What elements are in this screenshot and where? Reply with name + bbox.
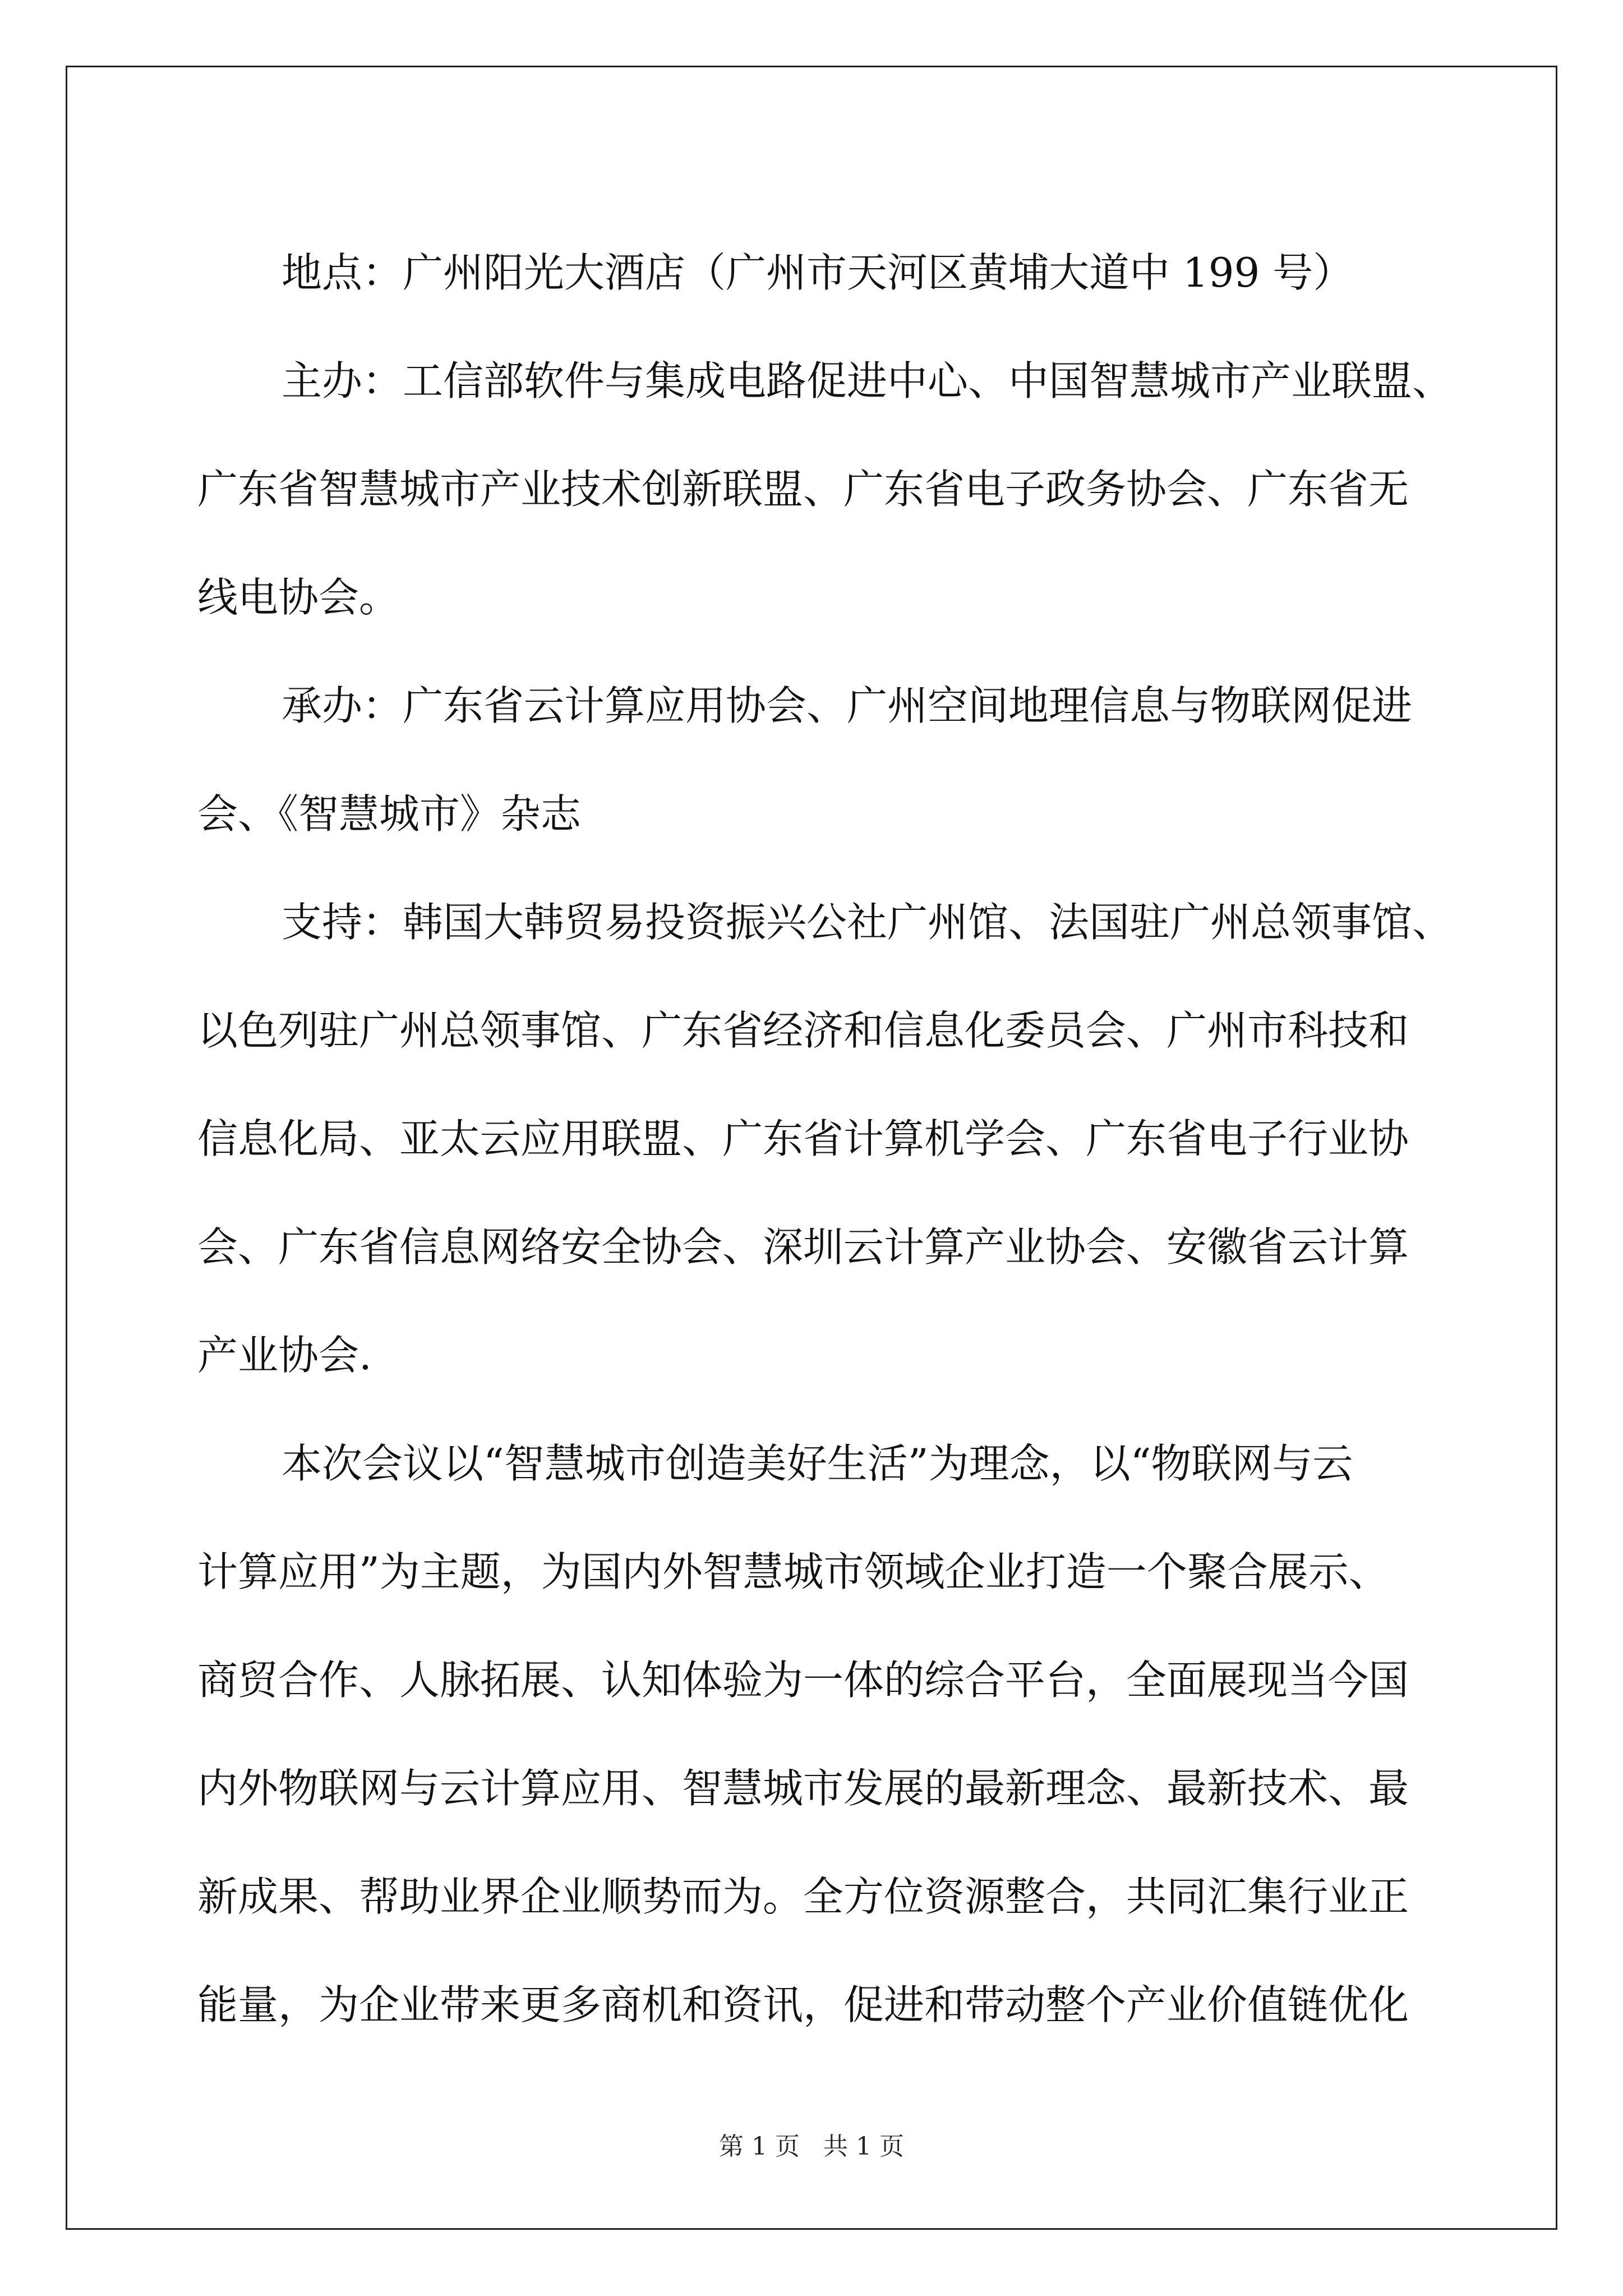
paragraph-line: 主办：工信部软件与集成电路促进中心、中国智慧城市产业联盟、 — [282, 357, 1453, 404]
paragraph-co-organizers — [197, 652, 1426, 868]
paragraph-line: 以色列驻广州总领事馆、广东省经济和信息化委员会、广州市科技和 — [197, 1007, 1409, 1054]
paragraph-line: 新成果、帮助业界企业顺势而为。全方位资源整合，共同汇集行业正 — [197, 1873, 1409, 1920]
paragraph-conference-description — [197, 1410, 1426, 2059]
paragraph-organizers — [197, 327, 1453, 652]
paragraph-line: 承办：广东省云计算应用协会、广州空间地理信息与物联网促进 — [282, 682, 1413, 729]
paragraph-line: 计算应用”为主题，为国内外智慧城市领域企业打造一个聚合展示、 — [197, 1548, 1389, 1595]
paragraph-line: 会、《智慧城市》杂志 — [197, 790, 582, 838]
page-total: 共 1 页 — [823, 2132, 904, 2161]
paragraph-line: 会、广东省信息网络安全协会、深圳云计算产业协会、安徽省云计算 — [197, 1223, 1409, 1271]
paragraph-location — [197, 219, 1426, 327]
paragraph-line: 能量，为企业带来更多商机和资讯，促进和带动整个产业价值链优化 — [197, 1981, 1409, 2028]
paragraph-line: 地点：广州阳光大酒店（广州市天河区黄埔大道中 199 号） — [282, 249, 1354, 296]
paragraph-line: 内外物联网与云计算应用、智慧城市发展的最新理念、最新技术、最 — [197, 1765, 1409, 1812]
paragraph-line: 本次会议以“智慧城市创造美好生活”为理念，以“物联网与云 — [282, 1440, 1353, 1487]
paragraph-line: 信息化局、亚太云应用联盟、广东省计算机学会、广东省电子行业协 — [197, 1115, 1409, 1162]
paragraph-line: 产业协会. — [197, 1332, 372, 1379]
page-footer — [0, 2126, 1623, 2162]
paragraph-supporters — [197, 868, 1453, 1410]
paragraph-line: 线电协会。 — [197, 574, 400, 621]
paragraph-line: 支持：韩国大韩贸易投资振兴公社广州馆、法国驻广州总领事馆、 — [282, 899, 1453, 946]
paragraph-line: 商贸合作、人脉拓展、认知体验为一体的综合平台，全面展现当今国 — [197, 1657, 1409, 1704]
page-number: 第 1 页 — [719, 2132, 800, 2161]
document-body — [197, 219, 1453, 2059]
paragraph-line: 广东省智慧城市产业技术创新联盟、广东省电子政务协会、广东省无 — [197, 466, 1409, 513]
